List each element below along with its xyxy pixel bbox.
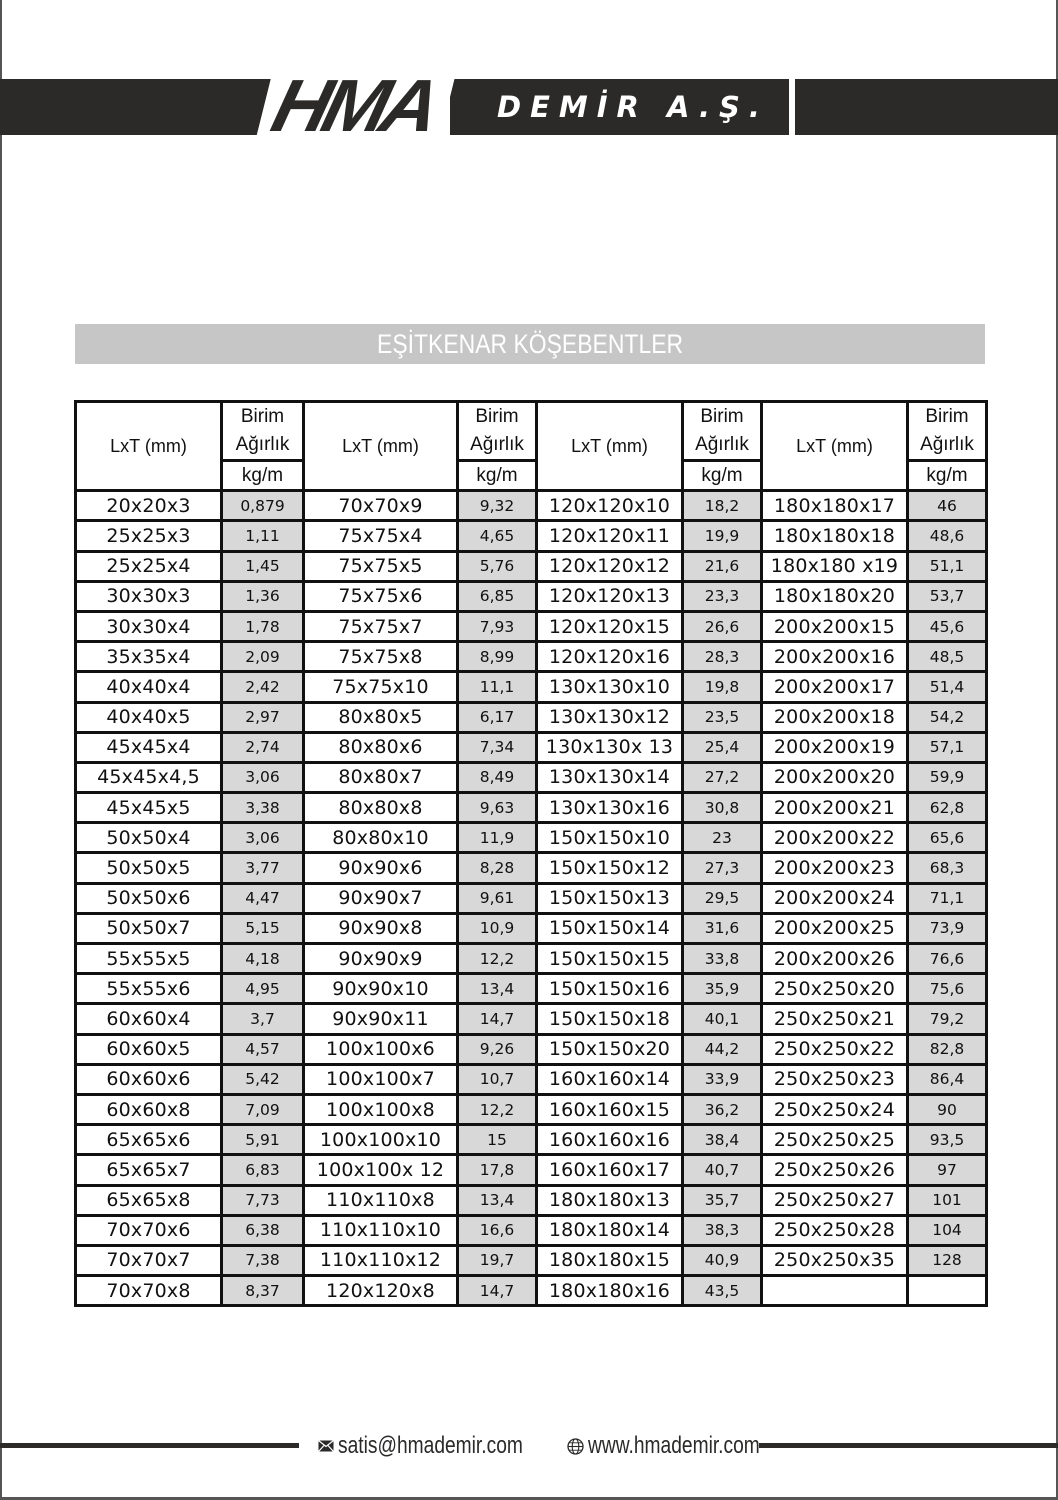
globe-icon — [567, 1438, 584, 1455]
size-cell: 65x65x6 — [76, 1125, 222, 1155]
weight-cell: 23,3 — [683, 581, 762, 611]
weight-cell: 75,6 — [908, 974, 987, 1004]
size-cell: 45x45x5 — [76, 793, 222, 823]
size-cell: 40x40x5 — [76, 702, 222, 732]
footer-email[interactable] — [318, 1432, 531, 1460]
weight-cell: 4,47 — [222, 883, 304, 913]
weight-cell: 0,879 — [222, 491, 304, 521]
weight-cell: 4,95 — [222, 974, 304, 1004]
size-cell: 60x60x4 — [76, 1004, 222, 1034]
size-cell: 50x50x6 — [76, 883, 222, 913]
table-row — [76, 853, 987, 883]
size-cell: 80x80x7 — [304, 762, 458, 792]
size-cell: 120x120x8 — [304, 1276, 458, 1306]
weight-cell: 19,9 — [683, 521, 762, 551]
weight-cell: 51,1 — [908, 551, 987, 581]
weight-cell: 128 — [908, 1245, 987, 1275]
size-cell: 120x120x16 — [537, 642, 683, 672]
weight-cell: 73,9 — [908, 913, 987, 943]
table-row — [76, 883, 987, 913]
header-row — [76, 402, 987, 461]
weight-cell: 4,57 — [222, 1034, 304, 1064]
size-cell: 200x200x23 — [762, 853, 908, 883]
table-row — [76, 1245, 987, 1275]
weight-cell: 2,97 — [222, 702, 304, 732]
weight-cell: 3,77 — [222, 853, 304, 883]
weight-cell: 8,28 — [458, 853, 537, 883]
weight-cell: 8,37 — [222, 1276, 304, 1306]
logo-mark: HMA — [256, 75, 455, 137]
table-row — [76, 823, 987, 853]
table-row — [76, 1155, 987, 1185]
spec-table-container — [74, 400, 988, 1307]
footer-rule-right — [759, 1443, 1058, 1448]
size-cell: 150x150x15 — [537, 944, 683, 974]
weight-cell: 44,2 — [683, 1034, 762, 1064]
size-cell: 120x120x10 — [537, 491, 683, 521]
weight-cell: 9,61 — [458, 883, 537, 913]
size-cell: 250x250x27 — [762, 1185, 908, 1215]
weight-cell: 1,45 — [222, 551, 304, 581]
size-cell: 180x180x13 — [537, 1185, 683, 1215]
weight-cell: 18,2 — [683, 491, 762, 521]
weight-cell: 48,5 — [908, 642, 987, 672]
size-cell: 70x70x8 — [76, 1276, 222, 1306]
weight-cell: 33,8 — [683, 944, 762, 974]
size-cell: 250x250x24 — [762, 1094, 908, 1124]
weight-cell: 57,1 — [908, 732, 987, 762]
weight-cell: 16,6 — [458, 1215, 537, 1245]
header-unit: kg/m — [908, 461, 987, 491]
size-cell: 70x70x9 — [304, 491, 458, 521]
weight-cell: 2,09 — [222, 642, 304, 672]
table-row — [76, 611, 987, 641]
weight-cell: 3,06 — [222, 823, 304, 853]
size-cell: 65x65x7 — [76, 1155, 222, 1185]
weight-cell: 7,34 — [458, 732, 537, 762]
weight-cell: 4,18 — [222, 944, 304, 974]
weight-cell: 7,38 — [222, 1245, 304, 1275]
size-cell: 150x150x13 — [537, 883, 683, 913]
size-cell: 30x30x4 — [76, 611, 222, 641]
size-cell: 60x60x5 — [76, 1034, 222, 1064]
weight-cell: 90 — [908, 1094, 987, 1124]
size-cell: 50x50x4 — [76, 823, 222, 853]
weight-cell: 27,2 — [683, 762, 762, 792]
size-cell: 130x130x14 — [537, 762, 683, 792]
size-cell: 70x70x7 — [76, 1245, 222, 1275]
size-cell: 150x150x14 — [537, 913, 683, 943]
weight-cell: 8,99 — [458, 642, 537, 672]
weight-cell: 25,4 — [683, 732, 762, 762]
weight-cell: 12,2 — [458, 1094, 537, 1124]
header-unit: kg/m — [458, 461, 537, 491]
size-cell: 80x80x8 — [304, 793, 458, 823]
size-cell: 75x75x6 — [304, 581, 458, 611]
size-cell: 130x130x 13 — [537, 732, 683, 762]
footer-contact — [318, 1430, 765, 1462]
weight-cell: 40,7 — [683, 1155, 762, 1185]
table-row — [76, 1215, 987, 1245]
website-link[interactable]: www.hmademir.com — [588, 1432, 760, 1459]
size-cell: 250x250x35 — [762, 1245, 908, 1275]
size-cell: 180x180x20 — [762, 581, 908, 611]
footer-website[interactable] — [567, 1432, 765, 1460]
table-row — [76, 974, 987, 1004]
size-cell: 100x100x6 — [304, 1034, 458, 1064]
header-weight-line2: Ağırlık — [920, 434, 974, 455]
weight-cell: 46 — [908, 491, 987, 521]
weight-cell: 40,1 — [683, 1004, 762, 1034]
weight-cell: 79,2 — [908, 1004, 987, 1034]
spec-table-body — [76, 491, 987, 1306]
weight-cell: 5,76 — [458, 551, 537, 581]
size-cell: 90x90x9 — [304, 944, 458, 974]
weight-cell: 9,26 — [458, 1034, 537, 1064]
size-cell: 150x150x16 — [537, 974, 683, 1004]
header-weight-line2: Ağırlık — [235, 434, 290, 455]
size-cell: 50x50x7 — [76, 913, 222, 943]
weight-cell: 13,4 — [458, 974, 537, 1004]
size-cell: 100x100x7 — [304, 1064, 458, 1094]
table-row — [76, 1125, 987, 1155]
size-cell: 75x75x8 — [304, 642, 458, 672]
header-weight — [222, 402, 304, 461]
weight-cell: 21,6 — [683, 551, 762, 581]
size-cell: 60x60x8 — [76, 1094, 222, 1124]
weight-cell: 7,09 — [222, 1094, 304, 1124]
size-cell: 250x250x25 — [762, 1125, 908, 1155]
size-cell: 180x180x18 — [762, 521, 908, 551]
weight-cell: 35,9 — [683, 974, 762, 1004]
size-cell: 70x70x6 — [76, 1215, 222, 1245]
size-cell: 110x110x12 — [304, 1245, 458, 1275]
table-row — [76, 1094, 987, 1124]
size-cell: 200x200x15 — [762, 611, 908, 641]
weight-cell: 1,11 — [222, 521, 304, 551]
size-cell: 130x130x16 — [537, 793, 683, 823]
header-unit: kg/m — [222, 461, 304, 491]
size-cell: 80x80x6 — [304, 732, 458, 762]
size-cell: 160x160x16 — [537, 1125, 683, 1155]
weight-cell: 40,9 — [683, 1245, 762, 1275]
table-row — [76, 672, 987, 702]
size-cell: 160x160x14 — [537, 1064, 683, 1094]
size-cell: 250x250x23 — [762, 1064, 908, 1094]
size-cell: 65x65x8 — [76, 1185, 222, 1215]
size-cell: 160x160x17 — [537, 1155, 683, 1185]
logo-text: DEMİR A.Ş. — [497, 90, 769, 124]
weight-cell: 26,6 — [683, 611, 762, 641]
header-unit: kg/m — [683, 461, 762, 491]
header-weight-line1: Birim — [240, 406, 285, 427]
size-cell: 130x130x12 — [537, 702, 683, 732]
weight-cell: 3,7 — [222, 1004, 304, 1034]
size-cell: 40x40x4 — [76, 672, 222, 702]
size-cell: 110x110x8 — [304, 1185, 458, 1215]
size-cell: 120x120x11 — [537, 521, 683, 551]
envelope-icon — [318, 1440, 334, 1452]
weight-cell: 6,85 — [458, 581, 537, 611]
size-cell: 90x90x7 — [304, 883, 458, 913]
weight-cell: 11,9 — [458, 823, 537, 853]
header-weight — [683, 402, 762, 461]
weight-cell: 38,4 — [683, 1125, 762, 1155]
table-row — [76, 1004, 987, 1034]
weight-cell: 35,7 — [683, 1185, 762, 1215]
size-cell: 180x180x15 — [537, 1245, 683, 1275]
size-cell: 200x200x19 — [762, 732, 908, 762]
size-cell: 50x50x5 — [76, 853, 222, 883]
weight-cell: 45,6 — [908, 611, 987, 641]
table-row — [76, 702, 987, 732]
size-cell: 20x20x3 — [76, 491, 222, 521]
table-row — [76, 521, 987, 551]
size-cell: 90x90x10 — [304, 974, 458, 1004]
header-weight-line2: Ağırlık — [695, 434, 749, 455]
size-cell: 60x60x6 — [76, 1064, 222, 1094]
size-cell: 55x55x5 — [76, 944, 222, 974]
table-row — [76, 793, 987, 823]
size-cell: 200x200x22 — [762, 823, 908, 853]
spec-table — [74, 400, 988, 1307]
header-band-right — [795, 79, 1058, 135]
email-link[interactable]: satis@hmademir.com — [338, 1432, 523, 1459]
size-cell: 200x200x24 — [762, 883, 908, 913]
weight-cell: 43,5 — [683, 1276, 762, 1306]
table-row — [76, 1276, 987, 1306]
size-cell: 200x200x16 — [762, 642, 908, 672]
weight-cell: 2,74 — [222, 732, 304, 762]
weight-cell: 3,06 — [222, 762, 304, 792]
weight-cell: 93,5 — [908, 1125, 987, 1155]
header-size: LxT (mm) — [76, 402, 222, 491]
header-weight-line2: Ağırlık — [470, 434, 524, 455]
size-cell: 75x75x5 — [304, 551, 458, 581]
weight-cell: 8,49 — [458, 762, 537, 792]
section-title-bar — [75, 324, 985, 364]
weight-cell: 71,1 — [908, 883, 987, 913]
size-cell: 150x150x12 — [537, 853, 683, 883]
header-weight-line1: Birim — [925, 406, 969, 427]
size-cell: 250x250x26 — [762, 1155, 908, 1185]
size-cell: 200x200x21 — [762, 793, 908, 823]
weight-cell: 65,6 — [908, 823, 987, 853]
weight-cell: 2,42 — [222, 672, 304, 702]
table-row — [76, 551, 987, 581]
weight-cell: 7,73 — [222, 1185, 304, 1215]
weight-cell: 62,8 — [908, 793, 987, 823]
size-cell: 120x120x15 — [537, 611, 683, 641]
header-weight — [908, 402, 987, 461]
empty-cell — [762, 1276, 908, 1306]
table-row — [76, 762, 987, 792]
table-row — [76, 913, 987, 943]
size-cell: 200x200x17 — [762, 672, 908, 702]
table-row — [76, 642, 987, 672]
weight-cell: 6,83 — [222, 1155, 304, 1185]
weight-cell: 3,38 — [222, 793, 304, 823]
weight-cell: 97 — [908, 1155, 987, 1185]
header-band-left — [0, 79, 290, 135]
weight-cell: 29,5 — [683, 883, 762, 913]
size-cell: 90x90x6 — [304, 853, 458, 883]
weight-cell: 5,42 — [222, 1064, 304, 1094]
size-cell: 150x150x10 — [537, 823, 683, 853]
table-row — [76, 944, 987, 974]
size-cell: 100x100x8 — [304, 1094, 458, 1124]
weight-cell: 51,4 — [908, 672, 987, 702]
size-cell: 100x100x 12 — [304, 1155, 458, 1185]
size-cell: 150x150x18 — [537, 1004, 683, 1034]
table-row — [76, 1064, 987, 1094]
weight-cell: 1,36 — [222, 581, 304, 611]
weight-cell: 82,8 — [908, 1034, 987, 1064]
size-cell: 180x180 x19 — [762, 551, 908, 581]
weight-cell: 7,93 — [458, 611, 537, 641]
header-size: LxT (mm) — [762, 402, 908, 491]
weight-cell: 19,8 — [683, 672, 762, 702]
size-cell: 55x55x6 — [76, 974, 222, 1004]
weight-cell: 12,2 — [458, 944, 537, 974]
size-cell: 180x180x14 — [537, 1215, 683, 1245]
weight-cell: 1,78 — [222, 611, 304, 641]
size-cell: 150x150x20 — [537, 1034, 683, 1064]
weight-cell: 17,8 — [458, 1155, 537, 1185]
weight-cell: 76,6 — [908, 944, 987, 974]
size-cell: 250x250x21 — [762, 1004, 908, 1034]
size-cell: 120x120x13 — [537, 581, 683, 611]
weight-cell: 19,7 — [458, 1245, 537, 1275]
weight-cell: 53,7 — [908, 581, 987, 611]
weight-cell: 86,4 — [908, 1064, 987, 1094]
section-title: EŞİTKENAR KÖŞEBENTLER — [376, 328, 684, 359]
weight-cell: 104 — [908, 1215, 987, 1245]
weight-cell: 10,7 — [458, 1064, 537, 1094]
weight-cell: 5,91 — [222, 1125, 304, 1155]
weight-cell: 9,32 — [458, 491, 537, 521]
header-weight — [458, 402, 537, 461]
size-cell: 100x100x10 — [304, 1125, 458, 1155]
weight-cell: 48,6 — [908, 521, 987, 551]
table-row — [76, 581, 987, 611]
size-cell: 80x80x10 — [304, 823, 458, 853]
weight-cell: 11,1 — [458, 672, 537, 702]
weight-cell: 4,65 — [458, 521, 537, 551]
weight-cell: 31,6 — [683, 913, 762, 943]
weight-cell: 30,8 — [683, 793, 762, 823]
weight-cell: 27,3 — [683, 853, 762, 883]
size-cell: 35x35x4 — [76, 642, 222, 672]
size-cell: 180x180x16 — [537, 1276, 683, 1306]
size-cell: 110x110x10 — [304, 1215, 458, 1245]
size-cell: 45x45x4 — [76, 732, 222, 762]
empty-cell — [908, 1276, 987, 1306]
weight-cell: 23 — [683, 823, 762, 853]
weight-cell: 23,5 — [683, 702, 762, 732]
size-cell: 250x250x22 — [762, 1034, 908, 1064]
weight-cell: 10,9 — [458, 913, 537, 943]
weight-cell: 59,9 — [908, 762, 987, 792]
footer-rule-left — [0, 1443, 299, 1448]
size-cell: 80x80x5 — [304, 702, 458, 732]
weight-cell: 14,7 — [458, 1004, 537, 1034]
header-size: LxT (mm) — [304, 402, 458, 491]
table-row — [76, 1034, 987, 1064]
size-cell: 130x130x10 — [537, 672, 683, 702]
weight-cell: 38,3 — [683, 1215, 762, 1245]
size-cell: 250x250x28 — [762, 1215, 908, 1245]
size-cell: 120x120x12 — [537, 551, 683, 581]
size-cell: 200x200x20 — [762, 762, 908, 792]
weight-cell: 6,17 — [458, 702, 537, 732]
weight-cell: 5,15 — [222, 913, 304, 943]
weight-cell: 6,38 — [222, 1215, 304, 1245]
header-band — [0, 64, 1058, 147]
size-cell: 75x75x10 — [304, 672, 458, 702]
table-row — [76, 732, 987, 762]
table-row — [76, 491, 987, 521]
size-cell: 90x90x11 — [304, 1004, 458, 1034]
size-cell: 250x250x20 — [762, 974, 908, 1004]
weight-cell: 33,9 — [683, 1064, 762, 1094]
size-cell: 180x180x17 — [762, 491, 908, 521]
size-cell: 25x25x4 — [76, 551, 222, 581]
size-cell: 30x30x3 — [76, 581, 222, 611]
size-cell: 90x90x8 — [304, 913, 458, 943]
header-size: LxT (mm) — [537, 402, 683, 491]
table-row — [76, 1185, 987, 1215]
weight-cell: 54,2 — [908, 702, 987, 732]
weight-cell: 28,3 — [683, 642, 762, 672]
weight-cell: 15 — [458, 1125, 537, 1155]
size-cell: 200x200x25 — [762, 913, 908, 943]
size-cell: 45x45x4,5 — [76, 762, 222, 792]
size-cell: 75x75x7 — [304, 611, 458, 641]
size-cell: 75x75x4 — [304, 521, 458, 551]
size-cell: 160x160x15 — [537, 1094, 683, 1124]
weight-cell: 13,4 — [458, 1185, 537, 1215]
weight-cell: 101 — [908, 1185, 987, 1215]
weight-cell: 14,7 — [458, 1276, 537, 1306]
weight-cell: 68,3 — [908, 853, 987, 883]
header-weight-line1: Birim — [700, 406, 744, 427]
weight-cell: 36,2 — [683, 1094, 762, 1124]
header-weight-line1: Birim — [475, 406, 519, 427]
size-cell: 25x25x3 — [76, 521, 222, 551]
size-cell: 200x200x18 — [762, 702, 908, 732]
weight-cell: 9,63 — [458, 793, 537, 823]
size-cell: 200x200x26 — [762, 944, 908, 974]
